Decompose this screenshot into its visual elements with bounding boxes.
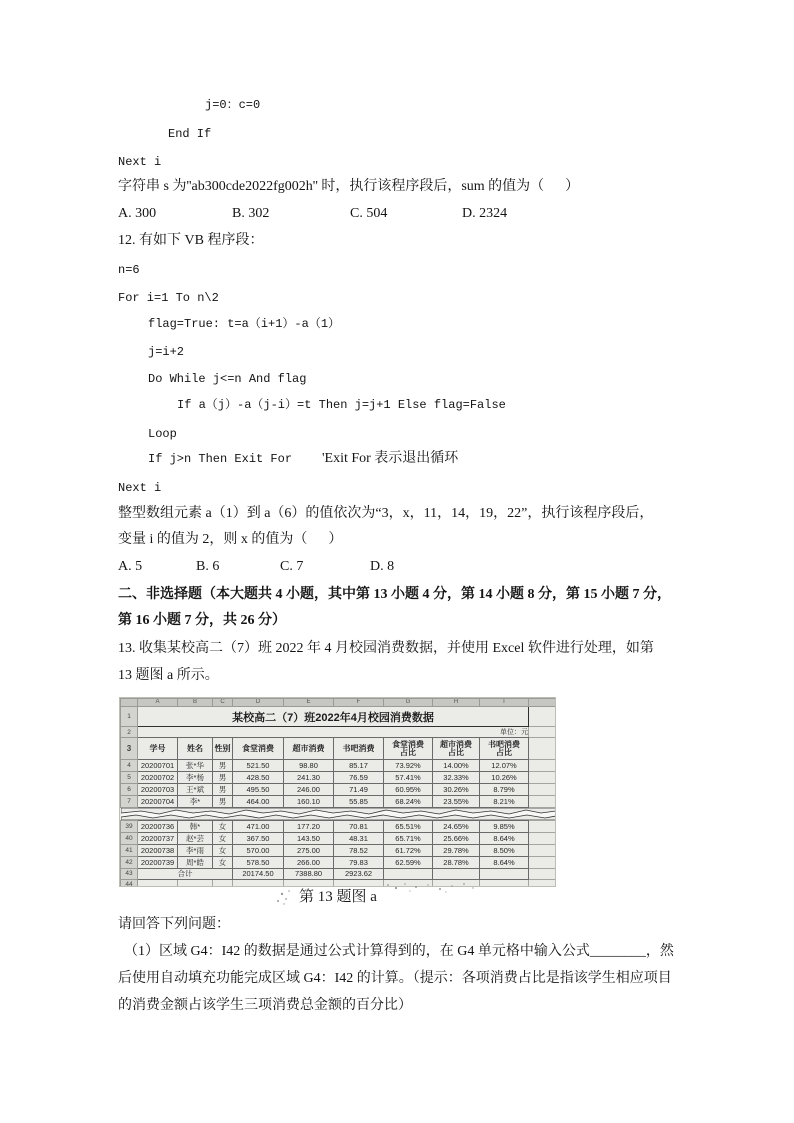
table-row [121, 760, 556, 772]
cell-canteen-pct: 65.71% [384, 833, 433, 845]
code-line: Next i [118, 481, 162, 495]
empty-cell [529, 784, 556, 796]
cell-name: 周*皓 [178, 857, 213, 869]
row-number: 43 [121, 869, 138, 880]
cell-bookbar: 79.83 [334, 857, 384, 869]
cell-bookbar: 55.85 [334, 796, 384, 808]
cell-canteen: 570.00 [233, 845, 284, 857]
question-stem: 字符串 s 为''ab300cde2022fg002h'' 时，执行该程序段后，sum 的值为（ ） [118, 179, 580, 194]
cell-gender: 男 [213, 772, 233, 784]
column-letter-row [121, 699, 556, 707]
cell-supermarket: 143.50 [284, 833, 334, 845]
table-row [121, 857, 556, 869]
header-row [121, 738, 556, 760]
code-line: flag=True: t=a（i+1）-a（1） [148, 317, 341, 331]
empty-cell [529, 707, 556, 727]
empty-cell [138, 880, 178, 887]
row-number: 3 [121, 738, 138, 760]
cell-bookbar-pct: 8.21% [480, 796, 529, 808]
empty-cell [529, 880, 556, 887]
option-d: D. 8 [370, 559, 395, 574]
cell-bookbar: 78.52 [334, 845, 384, 857]
cell-gender: 女 [213, 833, 233, 845]
cell-bookbar: 70.81 [334, 821, 384, 833]
row-number: 2 [121, 727, 138, 738]
cell-canteen-pct: 57.41% [384, 772, 433, 784]
code-line: If j>n Then Exit For [148, 452, 293, 466]
cell-canteen: 428.50 [233, 772, 284, 784]
cell-student-id: 20200701 [138, 760, 178, 772]
column-letter: H [433, 699, 480, 707]
cell-bookbar: 48.31 [334, 833, 384, 845]
code-line: Do While j<=n And flag [148, 372, 307, 386]
question-stem: 整型数组元素 a（1）到 a（6）的值依次为“3，x，11，14，19，22”，执行该程序段后， [118, 506, 654, 521]
cell-bookbar-pct: 8.79% [480, 784, 529, 796]
cell-canteen: 464.00 [233, 796, 284, 808]
column-letter: I [480, 699, 529, 707]
header-canteen-pct-cell [384, 738, 433, 760]
cell-supermarket: 160.10 [284, 796, 334, 808]
cell-supermarket-pct: 29.78% [433, 845, 480, 857]
cell-gender: 女 [213, 821, 233, 833]
cell-supermarket-pct: 25.66% [433, 833, 480, 845]
section-heading: 第 16 小题 7 分，共 26 分） [118, 613, 286, 628]
empty-cell [433, 869, 480, 880]
header-supermarket-pct: 超市消费占比 [440, 739, 472, 757]
cell-student-id: 20200736 [138, 821, 178, 833]
table-row [121, 821, 556, 833]
row-number: 7 [121, 796, 138, 808]
cell-supermarket-pct: 14.00% [433, 760, 480, 772]
empty-cell [384, 869, 433, 880]
cell-canteen-pct: 62.59% [384, 857, 433, 869]
spreadsheet-figure [120, 698, 555, 886]
row-number: 41 [121, 845, 138, 857]
cell-name: 韩* [178, 821, 213, 833]
cell-bookbar-pct: 8.50% [480, 845, 529, 857]
table-row [121, 796, 556, 808]
code-line: j=0：c=0 [205, 98, 261, 112]
row-number: 6 [121, 784, 138, 796]
cell-name: 李*雨 [178, 845, 213, 857]
cell-canteen-pct: 60.95% [384, 784, 433, 796]
option-c: C. 504 [350, 206, 388, 221]
title-row [121, 707, 556, 727]
sub-question-text: （1）区域 G4：I42 的数据是通过公式计算得到的，在 G4 单元格中输入公式________，然 [124, 944, 674, 959]
cell-gender: 女 [213, 845, 233, 857]
header-supermarket-pct-cell [433, 738, 480, 760]
total-label: 合计 [138, 869, 233, 880]
corner-cell [121, 699, 138, 707]
table-row [121, 833, 556, 845]
cell-gender: 男 [213, 760, 233, 772]
question-prompt: 请回答下列问题： [118, 917, 230, 932]
column-letter: G [384, 699, 433, 707]
header-canteen-pct: 食堂消费占比 [392, 739, 424, 757]
cell-bookbar: 76.59 [334, 772, 384, 784]
cell-canteen: 578.50 [233, 857, 284, 869]
table-row [121, 772, 556, 784]
code-line: If a（j）-a（j-i）=t Then j=j+1 Else flag=False [177, 398, 506, 412]
total-canteen: 20174.50 [233, 869, 284, 880]
section-heading: 二、非选择题（本大题共 4 小题，其中第 13 小题 4 分，第 14 小题 8 分，第 15 小题 7 分， [118, 587, 671, 602]
row-number: 5 [121, 772, 138, 784]
cell-bookbar-pct: 10.26% [480, 772, 529, 784]
row-number: 4 [121, 760, 138, 772]
empty-cell [529, 796, 556, 808]
row-number: 40 [121, 833, 138, 845]
cell-bookbar-pct: 8.64% [480, 833, 529, 845]
empty-cell [529, 738, 556, 760]
cell-name: 李* [178, 796, 213, 808]
empty-cell [529, 833, 556, 845]
option-b: B. 302 [232, 206, 270, 221]
empty-cell [529, 772, 556, 784]
table-row [121, 845, 556, 857]
cell-bookbar: 85.17 [334, 760, 384, 772]
empty-cell [529, 727, 556, 738]
question-intro: 13. 收集某校高二（7）班 2022 年 4 月校园消费数据，并使用 Excel 软件进行处理，如第 [118, 641, 654, 656]
column-letter: F [334, 699, 384, 707]
column-letter: C [213, 699, 233, 707]
column-letter: D [233, 699, 284, 707]
column-letter: B [178, 699, 213, 707]
cell-supermarket-pct: 23.55% [433, 796, 480, 808]
cell-bookbar: 71.49 [334, 784, 384, 796]
question-stem: 变量 i 的值为 2，则 x 的值为（ ） [118, 532, 343, 547]
empty-cell [529, 821, 556, 833]
row-number: 42 [121, 857, 138, 869]
cell-supermarket: 266.00 [284, 857, 334, 869]
cell-bookbar-pct: 9.85% [480, 821, 529, 833]
torn-edge-row [121, 808, 556, 821]
code-comment: 'Exit For 表示退出循环 [322, 451, 459, 466]
header-bookbar-pct-cell [480, 738, 529, 760]
cell-canteen-pct: 68.24% [384, 796, 433, 808]
option-a: A. 5 [118, 559, 143, 574]
code-line: For i=1 To n\2 [118, 291, 219, 305]
option-d: D. 2324 [462, 206, 508, 221]
cell-student-id: 20200739 [138, 857, 178, 869]
cell-canteen-pct: 65.51% [384, 821, 433, 833]
cell-canteen: 495.50 [233, 784, 284, 796]
cell-student-id: 20200737 [138, 833, 178, 845]
header-bookbar: 书吧消费 [334, 738, 384, 760]
code-line: n=6 [118, 263, 140, 277]
cell-name: 赵*芸 [178, 833, 213, 845]
column-letter: A [138, 699, 178, 707]
question-title: 12. 有如下 VB 程序段： [118, 233, 264, 248]
cell-canteen-pct: 61.72% [384, 845, 433, 857]
cell-canteen: 367.50 [233, 833, 284, 845]
cell-supermarket-pct: 30.26% [433, 784, 480, 796]
unit-row [121, 727, 556, 738]
option-b: B. 6 [196, 559, 220, 574]
spreadsheet-table [120, 698, 555, 886]
empty-cell [213, 880, 233, 887]
header-name: 姓名 [178, 738, 213, 760]
empty-cell [529, 845, 556, 857]
unit-label: 单位：元 [138, 727, 529, 738]
cell-name: 张*华 [178, 760, 213, 772]
empty-cell [529, 857, 556, 869]
header-canteen: 食堂消费 [233, 738, 284, 760]
cell-canteen: 471.00 [233, 821, 284, 833]
cell-supermarket-pct: 28.78% [433, 857, 480, 869]
code-line: j=i+2 [148, 345, 185, 359]
cell-student-id: 20200738 [138, 845, 178, 857]
row-number: 1 [121, 707, 138, 727]
empty-cell [178, 880, 213, 887]
total-row [121, 869, 556, 880]
cell-student-id: 20200703 [138, 784, 178, 796]
code-line: Next i [118, 155, 162, 169]
cell-bookbar-pct: 12.07% [480, 760, 529, 772]
cell-supermarket: 98.80 [284, 760, 334, 772]
empty-cell [529, 869, 556, 880]
cell-supermarket: 177.20 [284, 821, 334, 833]
code-line: End If [168, 127, 212, 141]
column-letter: E [284, 699, 334, 707]
table-row [121, 784, 556, 796]
sub-question-text: 后使用自动填充功能完成区域 G4：I42 的计算。（提示：各项消费占比是指该学生相应项目 [118, 971, 672, 986]
sheet-title: 某校高二（7）班2022年4月校园消费数据 [138, 707, 529, 727]
header-student-id: 学号 [138, 738, 178, 760]
sub-question-text: 的消费金额占该学生三项消费总金额的百分比） [118, 998, 412, 1013]
code-line: Loop [148, 427, 177, 441]
cell-gender: 男 [213, 796, 233, 808]
question-intro: 13 题图 a 所示。 [118, 668, 219, 683]
row-number: 39 [121, 821, 138, 833]
cell-supermarket-pct: 24.65% [433, 821, 480, 833]
option-c: C. 7 [280, 559, 304, 574]
cell-gender: 女 [213, 857, 233, 869]
column-letter-empty [529, 699, 556, 707]
option-a: A. 300 [118, 206, 157, 221]
torn-edge [121, 808, 556, 821]
header-supermarket: 超市消费 [284, 738, 334, 760]
cell-student-id: 20200704 [138, 796, 178, 808]
total-supermarket: 7388.80 [284, 869, 334, 880]
total-bookbar: 2923.62 [334, 869, 384, 880]
cell-bookbar-pct: 8.64% [480, 857, 529, 869]
cell-name: 李*杨 [178, 772, 213, 784]
cell-supermarket-pct: 32.33% [433, 772, 480, 784]
cell-name: 王*斌 [178, 784, 213, 796]
header-gender: 性别 [213, 738, 233, 760]
row-number: 44 [121, 880, 138, 887]
cell-supermarket: 275.00 [284, 845, 334, 857]
header-bookbar-pct: 书吧消费占比 [488, 739, 520, 757]
cell-canteen: 521.50 [233, 760, 284, 772]
torn-edge-graphic [121, 808, 556, 820]
cell-student-id: 20200702 [138, 772, 178, 784]
cell-canteen-pct: 73.92% [384, 760, 433, 772]
cell-gender: 男 [213, 784, 233, 796]
cell-supermarket: 246.00 [284, 784, 334, 796]
cell-supermarket: 241.30 [284, 772, 334, 784]
empty-cell [480, 869, 529, 880]
empty-cell [529, 760, 556, 772]
figure-caption: 第 13 题图 a [299, 889, 377, 905]
